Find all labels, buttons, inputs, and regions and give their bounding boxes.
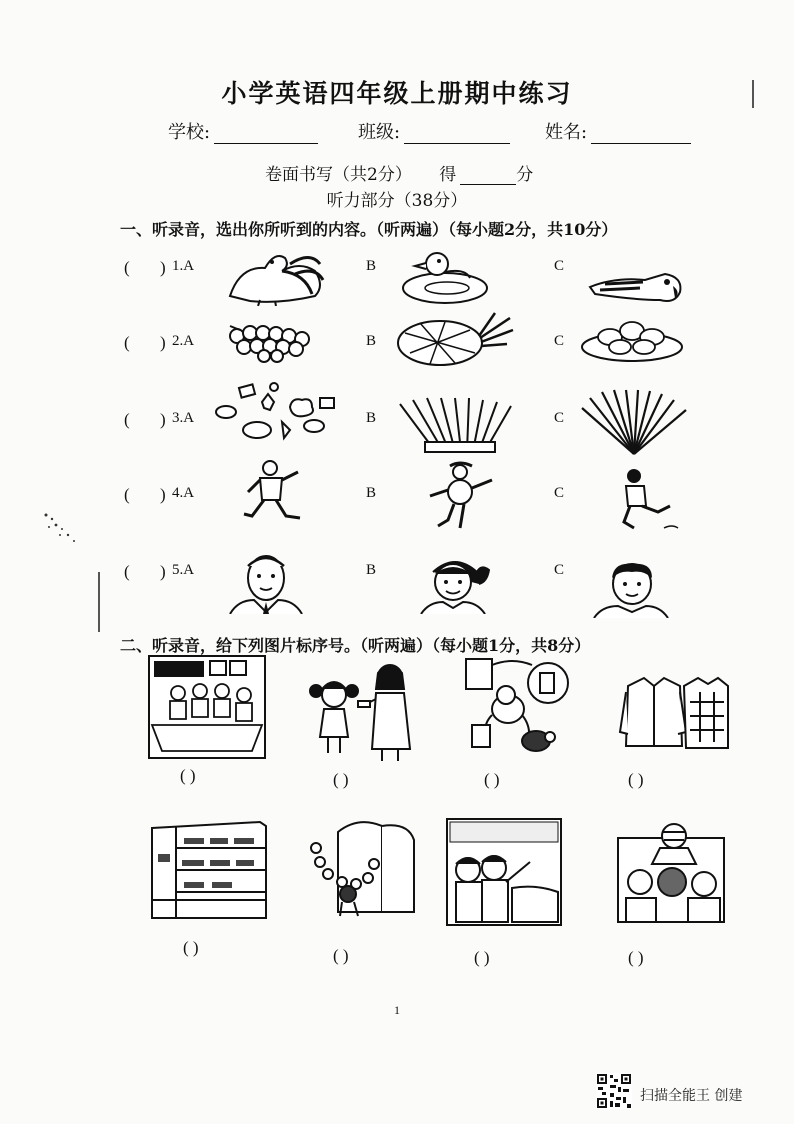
paren-open-2[interactable]: ( xyxy=(124,333,130,352)
answer-blank-7[interactable]: ( ) xyxy=(474,948,490,967)
shoe-shelf-picture xyxy=(148,818,268,923)
margin-line xyxy=(752,80,754,108)
duck-icon xyxy=(395,248,490,308)
score-prefix: 得 xyxy=(439,165,457,185)
paren-close-4[interactable]: ) xyxy=(160,485,166,504)
page-number: 1 xyxy=(394,1003,400,1017)
lion-and-tiger-picture xyxy=(616,818,726,924)
section1-heading: 一、听录音，选出你所听到的内容。（听两遍）（每小题2分，共10分） xyxy=(120,220,618,239)
boy-kicking-icon xyxy=(612,466,684,536)
school-label: 学校: xyxy=(168,122,211,143)
scratch-mark xyxy=(34,505,84,550)
school-field xyxy=(168,118,318,144)
option-b-4: B xyxy=(366,485,377,501)
answer-blank-4[interactable]: ( ) xyxy=(628,770,644,789)
answer-blank-5[interactable]: ( ) xyxy=(183,938,199,957)
answer-blank-3[interactable]: ( ) xyxy=(484,770,500,789)
paren-open-5[interactable]: ( xyxy=(124,562,130,581)
name-label: 姓名: xyxy=(545,122,588,143)
boy-face-icon xyxy=(592,560,670,618)
option-b-1: B xyxy=(366,258,377,274)
option-c-2: C xyxy=(554,333,565,349)
class-field xyxy=(358,118,510,144)
pencils-icon xyxy=(578,388,690,456)
answer-blank-6[interactable]: ( ) xyxy=(333,946,349,965)
girl-and-mother-picture xyxy=(298,655,418,763)
answer-blank-2[interactable]: ( ) xyxy=(333,770,349,789)
margin-line xyxy=(98,572,100,632)
classroom-scene-picture xyxy=(148,655,266,759)
paren-open-3[interactable]: ( xyxy=(124,410,130,429)
stickers-icon xyxy=(212,382,337,444)
scanner-watermark: 扫描全能王 创建 xyxy=(640,1088,743,1104)
cat-and-mouse-picture xyxy=(462,655,572,759)
option-c-3: C xyxy=(554,410,565,426)
class-label: 班级: xyxy=(358,122,401,143)
grapes-icon xyxy=(222,318,317,363)
girl-face-icon xyxy=(415,552,495,614)
section2-heading: 二、听录音，给下列图片标序号。（听两遍）（每小题1分，共8分） xyxy=(120,636,591,655)
paren-open-4[interactable]: ( xyxy=(124,485,130,504)
name-blank[interactable] xyxy=(591,125,691,144)
paren-close-1[interactable]: ) xyxy=(160,258,166,277)
score-suffix: 分 xyxy=(516,165,534,185)
name-field xyxy=(545,118,691,144)
class-blank[interactable] xyxy=(404,125,510,144)
answer-blank-1[interactable]: ( ) xyxy=(180,766,196,785)
answer-blank-8[interactable]: ( ) xyxy=(628,948,644,967)
option-c-4: C xyxy=(554,485,565,501)
handwriting-line xyxy=(265,160,533,185)
woman-running-icon xyxy=(420,460,495,532)
option-b-3: B xyxy=(366,410,377,426)
option-b-2: B xyxy=(366,333,377,349)
paren-close-3[interactable]: ) xyxy=(160,410,166,429)
children-pointing-picture xyxy=(446,818,562,926)
parrot-icon xyxy=(585,262,685,307)
paren-close-2[interactable]: ) xyxy=(160,333,166,352)
plate-icon xyxy=(580,315,685,363)
handwriting-label: 卷面书写（共2分） xyxy=(265,165,412,185)
runner-icon xyxy=(242,458,307,530)
option-c-5: C xyxy=(554,562,565,578)
question-number-1: 1.A xyxy=(172,258,195,274)
option-c-1: C xyxy=(554,258,565,274)
listening-heading: 听力部分（38分） xyxy=(326,191,468,211)
score-blank[interactable] xyxy=(460,166,516,185)
pineapple-icon xyxy=(395,308,515,368)
jacket-and-sweater-picture xyxy=(618,672,730,754)
circus-door-picture xyxy=(298,812,418,922)
paren-open-1[interactable]: ( xyxy=(124,258,130,277)
school-blank[interactable] xyxy=(214,125,318,144)
crayons-icon xyxy=(395,396,525,454)
page-title: 小学英语四年级上册期中练习 xyxy=(221,79,573,108)
question-number-4: 4.A xyxy=(172,485,195,501)
option-b-5: B xyxy=(366,562,377,578)
qr-code-icon xyxy=(596,1073,632,1109)
question-number-5: 5.A xyxy=(172,562,195,578)
rooster-icon xyxy=(220,246,330,306)
question-number-3: 3.A xyxy=(172,410,195,426)
man-face-icon xyxy=(228,552,304,614)
paren-close-5[interactable]: ) xyxy=(160,562,166,581)
question-number-2: 2.A xyxy=(172,333,195,349)
